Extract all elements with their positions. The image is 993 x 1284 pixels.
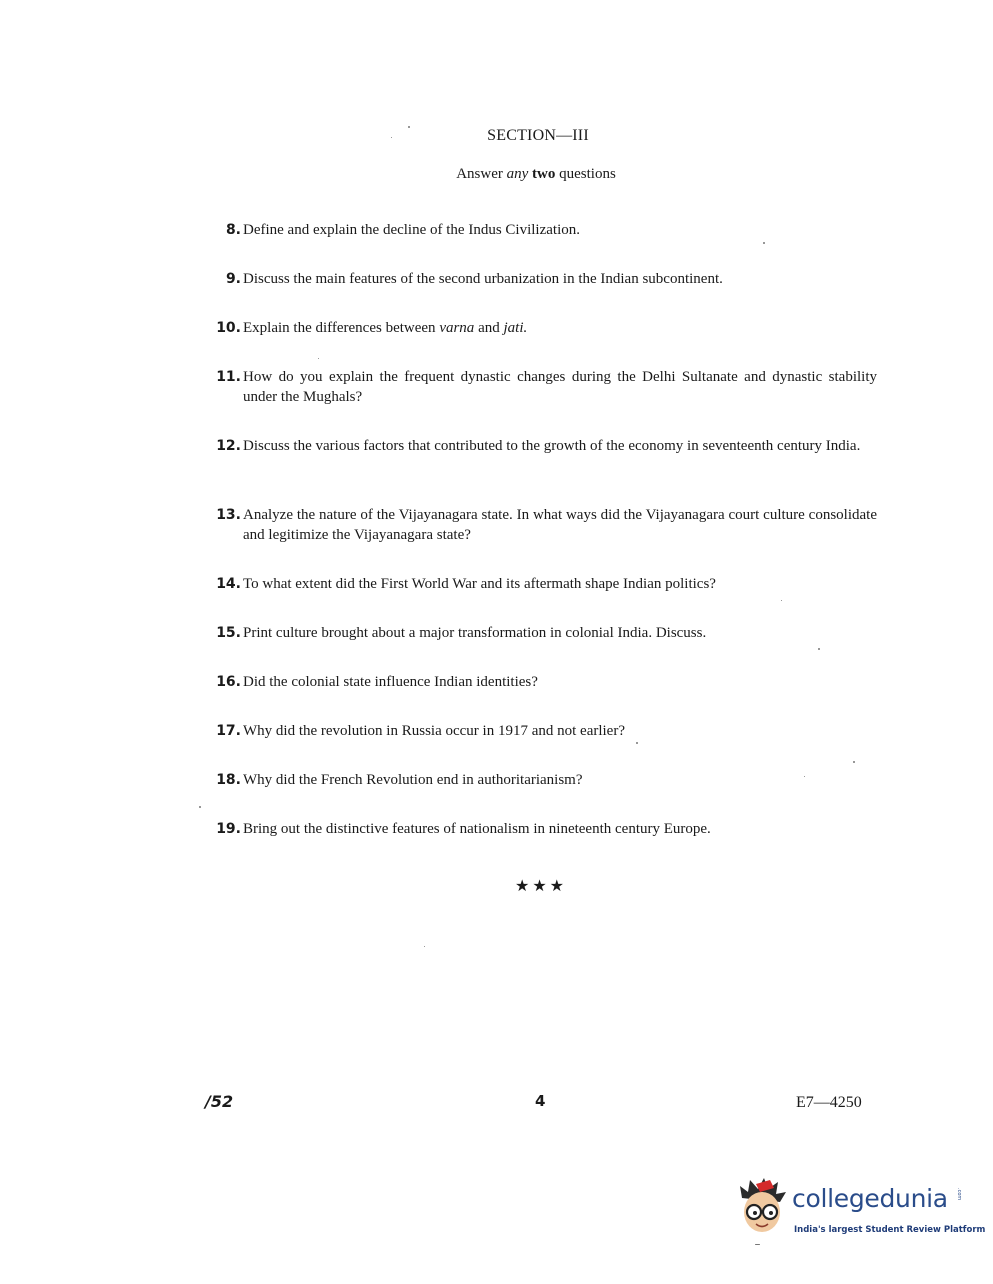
question-text: Analyze the nature of the Vijayanagara state. In what ways did the Vijayanagara court culture consolidate and legitimize the Vijayanagara state? <box>243 507 877 543</box>
question-11 <box>205 367 877 407</box>
scan-speck <box>199 806 201 808</box>
question-number: 15. <box>216 625 241 641</box>
question-number: 19. <box>216 821 241 837</box>
question-16 <box>205 672 877 692</box>
section-title: SECTION—III <box>487 127 589 144</box>
scan-speck <box>408 126 410 128</box>
question-number: 17. <box>216 723 241 739</box>
question-text: Discuss the various factors that contributed to the growth of the economy in seventeenth century India. <box>243 438 861 454</box>
scan-speck <box>424 946 425 947</box>
scan-speck <box>391 137 392 138</box>
footer-right-code: E7—4250 <box>796 1094 862 1111</box>
question-13 <box>205 505 877 545</box>
question-number: 16. <box>216 674 241 690</box>
instruction-line <box>0 166 993 183</box>
question-text: Define and explain the decline of the Indus Civilization. <box>243 222 580 238</box>
question-number: 11. <box>216 369 241 385</box>
term-varna: varna <box>439 320 475 336</box>
scan-speck <box>853 761 855 763</box>
instruction-prefix: Answer <box>456 166 503 182</box>
question-15 <box>205 623 877 643</box>
question-number: 10. <box>216 320 241 336</box>
question-number: 18. <box>216 772 241 788</box>
question-text: Print culture brought about a major transformation in colonial India. Discuss. <box>243 625 707 641</box>
scan-speck <box>804 776 805 777</box>
end-of-section-stars: ★★★ <box>514 878 568 895</box>
question-text: Discuss the main features of the second urbanization in the Indian subcontinent. <box>243 271 723 287</box>
question-text: Did the colonial state influence Indian identities? <box>243 674 538 690</box>
collegedunia-watermark <box>734 1176 986 1246</box>
question-text: Why did the French Revolution end in authoritarianism? <box>243 772 583 788</box>
question-number: 12. <box>216 438 241 454</box>
instruction-any: any <box>506 166 529 182</box>
scan-speck <box>818 648 820 650</box>
question-number: 8. <box>225 222 241 238</box>
scan-speck <box>318 358 319 359</box>
question-number: 14. <box>216 576 241 592</box>
question-text-part: Explain the differences between <box>243 320 436 336</box>
question-9 <box>205 269 877 289</box>
question-text: How do you explain the frequent dynastic changes during the Delhi Sultanate and dynastic stability under the Mughals? <box>243 369 877 405</box>
question-14 <box>205 574 877 594</box>
page-number: 4 <box>535 1092 546 1110</box>
term-jati: jati. <box>503 320 528 336</box>
question-text <box>243 318 877 338</box>
question-number: 13. <box>216 507 241 523</box>
question-number: 9. <box>225 271 241 287</box>
logo-domain-suffix: .com <box>956 1188 962 1201</box>
question-text: Why did the revolution in Russia occur in 1917 and not earlier? <box>243 723 625 739</box>
instruction-two: two <box>532 166 556 182</box>
question-text: Bring out the distinctive features of nationalism in nineteenth century Europe. <box>243 821 711 837</box>
mascot-face-icon <box>734 1176 790 1238</box>
question-18 <box>205 770 877 790</box>
question-17 <box>205 721 877 741</box>
scan-speck <box>636 742 638 744</box>
logo-tagline: India's largest Student Review Platform <box>794 1225 986 1235</box>
question-10 <box>205 318 877 338</box>
instruction-suffix: questions <box>559 166 616 182</box>
scan-speck <box>763 242 765 244</box>
footer-left-code: /52 <box>205 1092 234 1111</box>
question-text: To what extent did the First World War and its aftermath shape Indian politics? <box>243 576 716 592</box>
question-12 <box>205 436 877 456</box>
question-text-part: and <box>478 320 500 336</box>
scan-speck <box>781 600 782 601</box>
question-19 <box>205 819 877 839</box>
logo-wordmark: collegedunia <box>792 1184 948 1213</box>
question-8 <box>205 220 877 240</box>
